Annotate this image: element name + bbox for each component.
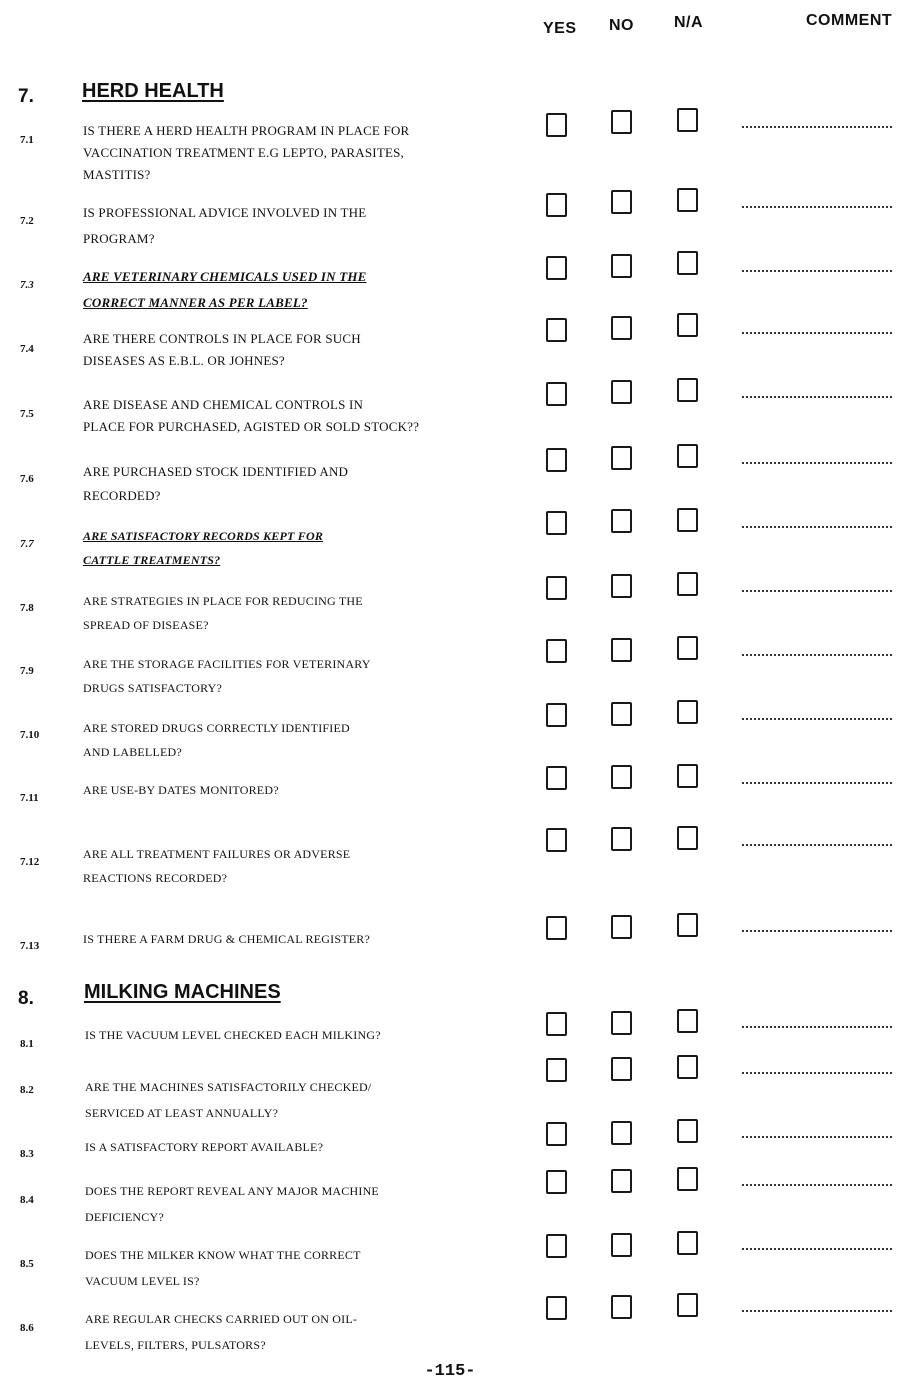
no-checkbox[interactable]	[611, 827, 632, 851]
question-text: IS THERE A FARM DRUG & CHEMICAL REGISTER?	[83, 932, 370, 946]
na-checkbox[interactable]	[677, 188, 698, 212]
no-checkbox[interactable]	[611, 1233, 632, 1257]
question-number: 7.9	[20, 665, 34, 677]
question-text: ARE THERE CONTROLS IN PLACE FOR SUCH DISEASES AS E.B.L. OR JOHNES?	[83, 331, 361, 368]
question-text: ARE STORED DRUGS CORRECTLY IDENTIFIED AND LABELLED?	[83, 721, 350, 759]
question-text: ARE DISEASE AND CHEMICAL CONTROLS IN PLACE FOR PURCHASED, AGISTED OR SOLD STOCK??	[83, 397, 420, 434]
comment-line[interactable]	[742, 204, 892, 208]
no-checkbox[interactable]	[611, 380, 632, 404]
yes-checkbox[interactable]	[546, 828, 567, 852]
na-checkbox[interactable]	[677, 1167, 698, 1191]
comment-line[interactable]	[742, 124, 892, 128]
question-number: 8.5	[20, 1258, 34, 1270]
question-number: 8.2	[20, 1084, 34, 1096]
column-header-no: NO	[609, 17, 634, 34]
question-text: IS A SATISFACTORY REPORT AVAILABLE?	[85, 1140, 324, 1154]
question-number: 8.1	[20, 1038, 34, 1050]
column-header-na: N/A	[674, 14, 704, 31]
na-checkbox[interactable]	[677, 1119, 698, 1143]
yes-checkbox[interactable]	[546, 1170, 567, 1194]
yes-checkbox[interactable]	[546, 382, 567, 406]
question-text: IS THE VACUUM LEVEL CHECKED EACH MILKING?	[85, 1028, 381, 1042]
no-checkbox[interactable]	[611, 110, 632, 134]
section-title: MILKING MACHINES	[84, 981, 281, 1003]
yes-checkbox[interactable]	[546, 1296, 567, 1320]
section-title: HERD HEALTH	[82, 80, 224, 102]
comment-line[interactable]	[742, 394, 892, 398]
question-text: DOES THE MILKER KNOW WHAT THE CORRECT VACUUM LEVEL IS?	[85, 1248, 361, 1288]
na-checkbox[interactable]	[677, 572, 698, 596]
na-checkbox[interactable]	[677, 913, 698, 937]
na-checkbox[interactable]	[677, 1055, 698, 1079]
no-checkbox[interactable]	[611, 638, 632, 662]
question-number: 7.12	[20, 856, 40, 868]
yes-checkbox[interactable]	[546, 916, 567, 940]
yes-checkbox[interactable]	[546, 113, 567, 137]
na-checkbox[interactable]	[677, 700, 698, 724]
no-checkbox[interactable]	[611, 574, 632, 598]
no-checkbox[interactable]	[611, 1295, 632, 1319]
na-checkbox[interactable]	[677, 378, 698, 402]
na-checkbox[interactable]	[677, 108, 698, 132]
question-text: ARE REGULAR CHECKS CARRIED OUT ON OIL- LEVELS, FILTERS, PULSATORS?	[85, 1312, 358, 1352]
yes-checkbox[interactable]	[546, 1234, 567, 1258]
yes-checkbox[interactable]	[546, 703, 567, 727]
yes-checkbox[interactable]	[546, 511, 567, 535]
na-checkbox[interactable]	[677, 1231, 698, 1255]
yes-checkbox[interactable]	[546, 256, 567, 280]
question-text: IS PROFESSIONAL ADVICE INVOLVED IN THE PROGRAM?	[83, 205, 367, 246]
yes-checkbox[interactable]	[546, 576, 567, 600]
no-checkbox[interactable]	[611, 1169, 632, 1193]
yes-checkbox[interactable]	[546, 639, 567, 663]
no-checkbox[interactable]	[611, 190, 632, 214]
comment-line[interactable]	[742, 330, 892, 334]
question-text: DOES THE REPORT REVEAL ANY MAJOR MACHINE DEFICIENCY?	[85, 1184, 379, 1224]
question-text: ARE STRATEGIES IN PLACE FOR REDUCING THE SPREAD OF DISEASE?	[83, 594, 363, 632]
question-number: 7.4	[20, 343, 34, 355]
na-checkbox[interactable]	[677, 636, 698, 660]
column-header-comment: COMMENT	[806, 12, 893, 29]
question-number: 7.1	[20, 134, 34, 146]
na-checkbox[interactable]	[677, 444, 698, 468]
no-checkbox[interactable]	[611, 765, 632, 789]
question-text: ARE THE MACHINES SATISFACTORILY CHECKED/ SERVICED AT LEAST ANNUALLY?	[85, 1080, 372, 1120]
no-checkbox[interactable]	[611, 1121, 632, 1145]
yes-checkbox[interactable]	[546, 1058, 567, 1082]
no-checkbox[interactable]	[611, 316, 632, 340]
question-number: 8.3	[20, 1148, 34, 1160]
question-text: ARE USE-BY DATES MONITORED?	[83, 783, 279, 797]
comment-line[interactable]	[742, 1070, 892, 1074]
question-number: 7.10	[20, 729, 40, 741]
question-number: 8.4	[20, 1194, 34, 1206]
question-text: ARE VETERINARY CHEMICALS USED IN THE CORRECT MANNER AS PER LABEL?	[83, 269, 367, 310]
yes-checkbox[interactable]	[546, 448, 567, 472]
comment-line[interactable]	[742, 1134, 892, 1138]
page-number: -115-	[424, 1362, 476, 1381]
yes-checkbox[interactable]	[546, 766, 567, 790]
comment-line[interactable]	[742, 1024, 892, 1028]
comment-line[interactable]	[742, 1308, 892, 1312]
question-number: 7.2	[20, 215, 34, 227]
section-number: 8.	[18, 988, 34, 1009]
na-checkbox[interactable]	[677, 508, 698, 532]
na-checkbox[interactable]	[677, 1293, 698, 1317]
question-number: 8.6	[20, 1322, 34, 1334]
na-checkbox[interactable]	[677, 313, 698, 337]
question-number: 7.3	[20, 279, 34, 291]
question-text: ARE THE STORAGE FACILITIES FOR VETERINARY DRUGS SATISFACTORY?	[83, 657, 371, 695]
question-text: ARE PURCHASED STOCK IDENTIFIED AND RECORDED?	[83, 464, 349, 503]
question-number: 7.5	[20, 408, 34, 420]
na-checkbox[interactable]	[677, 251, 698, 275]
comment-line[interactable]	[742, 842, 892, 846]
no-checkbox[interactable]	[611, 1011, 632, 1035]
na-checkbox[interactable]	[677, 764, 698, 788]
no-checkbox[interactable]	[611, 915, 632, 939]
comment-line[interactable]	[742, 588, 892, 592]
question-number: 7.8	[20, 602, 34, 614]
comment-line[interactable]	[742, 460, 892, 464]
question-number: 7.6	[20, 473, 34, 485]
no-checkbox[interactable]	[611, 1057, 632, 1081]
question-text: IS THERE A HERD HEALTH PROGRAM IN PLACE FOR VACCINATION TREATMENT E.G LEPTO, PARASITES, MASTITIS?	[83, 123, 410, 182]
na-checkbox[interactable]	[677, 1009, 698, 1033]
comment-line[interactable]	[742, 928, 892, 932]
na-checkbox[interactable]	[677, 826, 698, 850]
comment-line[interactable]	[742, 652, 892, 656]
no-checkbox[interactable]	[611, 446, 632, 470]
comment-line[interactable]	[742, 1246, 892, 1250]
comment-line[interactable]	[742, 716, 892, 720]
comment-line[interactable]	[742, 524, 892, 528]
question-number: 7.7	[20, 538, 34, 550]
yes-checkbox[interactable]	[546, 318, 567, 342]
yes-checkbox[interactable]	[546, 193, 567, 217]
no-checkbox[interactable]	[611, 254, 632, 278]
question-text: ARE SATISFACTORY RECORDS KEPT FOR CATTLE TREATMENTS?	[83, 529, 324, 567]
question-number: 7.11	[20, 792, 39, 804]
comment-line[interactable]	[742, 268, 892, 272]
no-checkbox[interactable]	[611, 509, 632, 533]
yes-checkbox[interactable]	[546, 1012, 567, 1036]
comment-line[interactable]	[742, 1182, 892, 1186]
section-number: 7.	[18, 86, 34, 107]
question-text: ARE ALL TREATMENT FAILURES OR ADVERSE REACTIONS RECORDED?	[83, 847, 351, 885]
comment-line[interactable]	[742, 780, 892, 784]
no-checkbox[interactable]	[611, 702, 632, 726]
question-number: 7.13	[20, 940, 40, 952]
yes-checkbox[interactable]	[546, 1122, 567, 1146]
column-header-yes: YES	[543, 20, 577, 37]
